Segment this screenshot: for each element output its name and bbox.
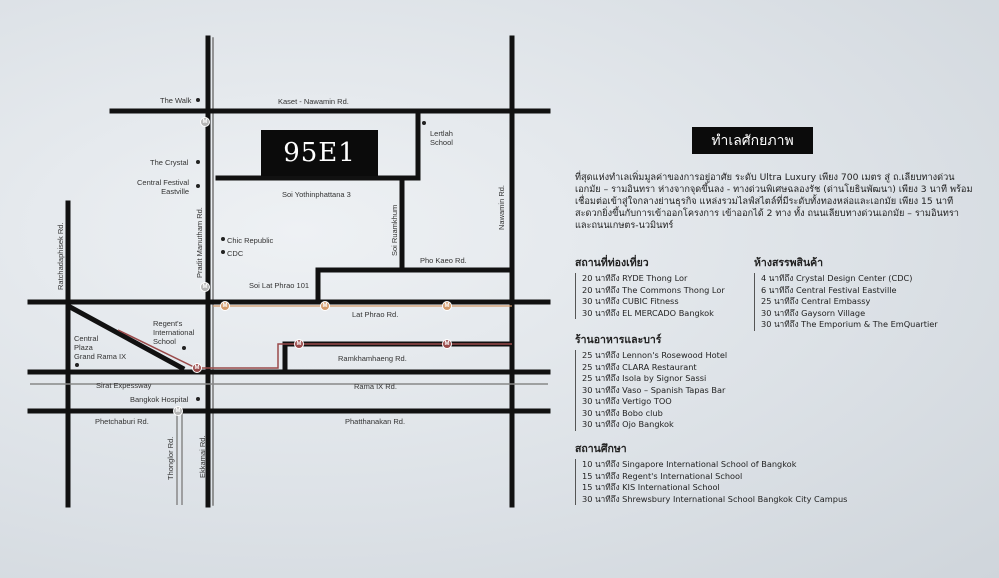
bts-station-the-walk: M (200, 117, 210, 127)
place-chic-republic: Chic Republic (227, 236, 274, 245)
list-item: 4 นาทีถึง Crystal Design Center (CDC) (761, 273, 913, 283)
place-dot-the-crystal (196, 160, 200, 164)
place-the-walk: The Walk (160, 96, 192, 105)
list-item: 30 นาทีถึง EL MERCADO Bangkok (582, 307, 714, 318)
list-item: 30 นาทีถึง Vertigo TOO (582, 396, 672, 406)
mrt-station-ramkhamhaeng-2: M (442, 339, 452, 349)
place-dot-the-walk (196, 98, 200, 102)
place-cdc: CDC (227, 249, 244, 258)
section-restaurants-heading: ร้านอาหารและบาร์ (575, 334, 662, 346)
place-dot-central-plaza (75, 363, 79, 367)
label-soi-ruamkhum: Soi Ruamkhum (390, 204, 399, 256)
panel-intro: ที่สุดแห่งทำเลเพิ่มมูลค่าของการอยู่อาศัย ระดับ Ultra Luxury เพียง 700 เมตร สู่ ถ.เลียบทางด่วนเอกมัย – รามอินทรา ห่างจากจุดขึ้นลง - ทางด่วนพิเศษฉลองรัช (ด่านโยธินพัฒนา) เพียง 3 นาที พร้อมเชื่อมต่อเข้าสู่ใจกลางย่านธุรกิจ แหล่งรวมไลฟ์สไตล์ที่มีระดับทั้งทองหล่อและเอกมัย เพียง 15 นาที สะดวกยิ่งขึ้นกับการเข้าออกโครงการ เข้าออกได้ 2 ทาง ทั้ง ถนนเลียบทางด่วนเอกมัย – รามอินทรา และถนนเกษตร-นวมินทร์ (575, 172, 973, 231)
label-soi-yothinphattana: Soi Yothinphattana 3 (282, 190, 351, 199)
orange-station-1: M (220, 301, 230, 311)
label-ratchadaphisek: Ratchadaphisek Rd. (56, 222, 65, 290)
label-pho-kaeo: Pho Kaeo Rd. (420, 256, 467, 265)
label-lat-phrao: Lat Phrao Rd. (352, 310, 399, 319)
section-schools (575, 440, 875, 505)
bts-station-thonglor: M (173, 406, 183, 416)
place-dot-regents (182, 346, 186, 350)
place-central-plaza: Central Plaza Grand Rama IX (74, 334, 127, 361)
label-ekkamai: Ekkamai Rd. (198, 435, 207, 478)
list-item: 25 นาทีถึง Isola by Signor Sassi (582, 373, 707, 383)
list-item: 25 นาทีถึง Central Embassy (761, 296, 871, 306)
project-logo: 95E1 (261, 130, 378, 176)
label-phetchaburi: Phetchaburi Rd. (95, 417, 149, 426)
label-pradit-manutham: Pradit Manutham Rd. (195, 207, 204, 278)
list-item: 10 นาทีถึง Singapore International School of Bangkok (582, 459, 797, 469)
place-lertlah: Lertlah School (430, 129, 453, 147)
section-malls (754, 254, 974, 331)
place-regents: Regent's International School (153, 319, 195, 346)
section-malls-heading: ห้างสรรพสินค้า (754, 257, 824, 269)
place-dot-central-festival (196, 184, 200, 188)
list-item: 20 นาทีถึง RYDE Thong Lor (582, 273, 688, 283)
place-dot-bangkok-hospital (196, 397, 200, 401)
label-nawamin: Nawamin Rd. (497, 184, 506, 230)
place-the-crystal: The Crystal (150, 158, 189, 167)
list-item: 30 นาทีถึง Bobo club (582, 407, 663, 418)
place-central-festival: Central Festival Eastville (137, 178, 190, 196)
section-schools-list (575, 459, 875, 505)
bts-station-lat-phrao: M (200, 282, 210, 292)
section-restaurants-list (575, 350, 775, 431)
list-item: 6 นาทีถึง Central Festival Eastville (761, 284, 897, 295)
place-dot-lertlah (422, 121, 426, 125)
list-item: 20 นาทีถึง The Commons Thong Lor (582, 284, 725, 295)
place-dot-cdc (221, 250, 225, 254)
section-attractions (575, 254, 755, 319)
list-item: 25 นาทีถึง CLARA Restaurant (582, 361, 697, 372)
mrt-station-rama9: M (192, 363, 202, 373)
label-rama-ix: Rama IX Rd. (354, 382, 397, 391)
label-ramkhamhaeng: Ramkhamhaeng Rd. (338, 354, 407, 363)
list-item: 30 นาทีถึง Gaysorn Village (761, 307, 866, 318)
section-malls-list (754, 273, 974, 331)
list-item: 30 นาทีถึง Ojo Bangkok (582, 419, 674, 429)
label-phatthanakan: Phatthanakan Rd. (345, 417, 406, 426)
place-dot-chic-republic (221, 237, 225, 241)
orange-station-3: M (442, 301, 452, 311)
panel-title: ทำเลศักยภาพ (692, 127, 813, 154)
list-item: 30 นาทีถึง The Emporium & The EmQuartier (761, 319, 938, 329)
list-item: 30 นาทีถึง Shrewsbury International School Bangkok City Campus (582, 493, 848, 504)
section-attractions-list (575, 273, 755, 319)
label-sirat-expressway: Sirat Expessway (96, 381, 152, 390)
place-bangkok-hospital: Bangkok Hospital (130, 395, 189, 404)
section-attractions-heading: สถานที่ท่องเที่ยว (575, 257, 649, 269)
section-schools-heading: สถานศึกษา (575, 443, 627, 455)
label-thonglor: Thonglor Rd. (166, 436, 175, 480)
list-item: 25 นาทีถึง Lennon's Rosewood Hotel (582, 350, 728, 360)
list-item: 30 นาทีถึง Vaso – Spanish Tapas Bar (582, 384, 726, 395)
label-soi-lat-phrao: Soi Lat Phrao 101 (249, 281, 310, 290)
label-kaset-nawamin: Kaset - Nawamin Rd. (278, 97, 349, 106)
mrt-station-ramkhamhaeng-1: M (294, 339, 304, 349)
orange-station-2: M (320, 301, 330, 311)
list-item: 15 นาทีถึง Regent's International School (582, 470, 743, 481)
list-item: 15 นาทีถึง KIS International School (582, 482, 720, 492)
list-item: 30 นาทีถึง CUBIC Fitness (582, 296, 679, 306)
section-restaurants (575, 331, 775, 431)
